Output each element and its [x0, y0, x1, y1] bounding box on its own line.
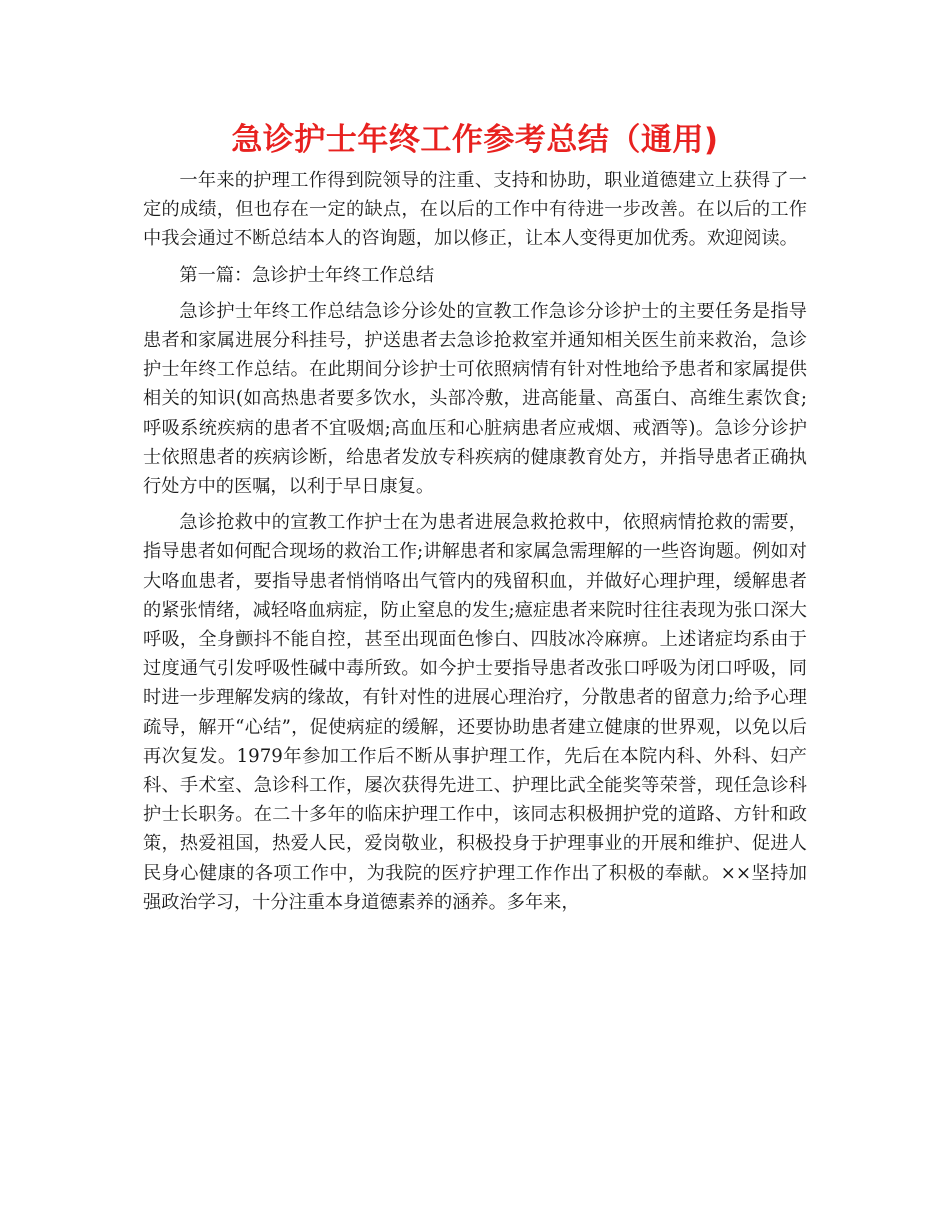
paragraph-rescue: 急诊抢救中的宣教工作护士在为患者进展急救抢救中，依照病情抢救的需要，指导患者如何配合现场的救治工作;讲解患者和家属急需理解的一些咨询题。例如对大咯血患者，要指导患者悄悄咯出气管内的残留积血，并做好心理护理，缓解患者的紧张情绪，减轻咯血病症，防止窒息的发生;癔症患者来院时往往表现为张口深大呼吸，全身颤抖不能自控，甚至出现面色惨白、四肢冰冷麻痹。上述诸症均系由于过度通气引发呼吸性碱中毒所致。如今护士要指导患者改张口呼吸为闭口呼吸，同时进一步理解发病的缘故，有针对性的进展心理治疗，分散患者的留意力;给予心理疏导，解开“心结”，促使病症的缓解，还要协助患者建立健康的世界观，以免以后再次复发。1979年参加工作后不断从事护理工作，先后在本院内科、外科、妇产科、手术室、急诊科工作，屡次获得先进工、护理比武全能奖等荣誉，现任急诊科护士长职务。在二十多年的临床护理工作中，该同志积极拥护党的道路、方针和政策，热爱祖国，热爱人民，爱岗敬业，积极投身于护理事业的开展和维护、促进人民身心健康的各项工作中，为我院的医疗护理工作作出了积极的奉献。××坚持加强政治学习，十分注重本身道德素养的涵养。多年来， — [143, 512, 807, 913]
document-body — [143, 166, 807, 917]
section-heading: 第一篇：急诊护士年终工作总结 — [179, 264, 435, 286]
paragraph-triage: 急诊护士年终工作总结急诊分诊处的宣教工作急诊分诊护士的主要任务是指导患者和家属进展分科挂号，护送患者去急诊抢救室并通知相关医生前来救治，急诊护士年终工作总结。在此期间分诊护士可依照病情有针对性地给予患者和家属提供相关的知识(如高热患者要多饮水，头部冷敷，进高能量、高蛋白、高维生素饮食;呼吸系统疾病的患者不宜吸烟;高血压和心脏病患者应戒烟、戒酒等)。急诊分诊护士依照患者的疾病诊断，给患者发放专科疾病的健康教育处方，并指导患者正确执行处方中的医嘱，以利于早日康复。 — [143, 300, 807, 498]
paragraph-intro: 一年来的护理工作得到院领导的注重、支持和协助，职业道德建立上获得了一定的成绩，但也存在一定的缺点，在以后的工作中有待进一步改善。在以后的工作中我会通过不断总结本人的咨询题，加以修正，让本人变得更加优秀。欢迎阅读。 — [143, 170, 807, 250]
document-title: 急诊护士年终工作参考总结（通用) — [231, 122, 719, 158]
